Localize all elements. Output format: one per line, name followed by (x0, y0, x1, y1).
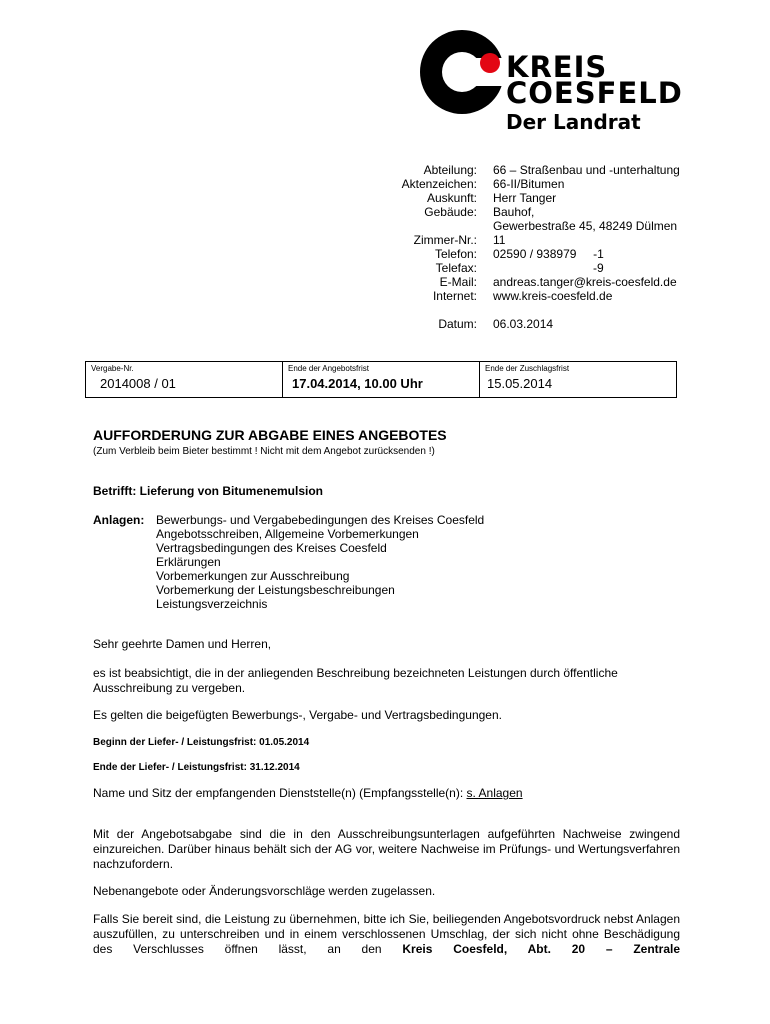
paragraph-nachweise: Mit der Angebotsabgabe sind die in den Ausschreibungsunterlagen aufgeführten Nachweise zwingend einzureichen. Darüber hinaus behält sich der AG vor, weitere Nachweise im Prüfungs- und Wertungsverfahren nachzufordern. (93, 827, 680, 871)
document-title: AUFFORDERUNG ZUR ABGABE EINES ANGEBOTES (93, 427, 447, 443)
date-row (300, 317, 740, 331)
angebotsfrist-label: Ende der Angebotsfrist (288, 364, 369, 373)
contact-label: Telefon: (434, 247, 477, 261)
contact-value: Herr Tanger (493, 191, 557, 205)
contact-label: Auskunft: (426, 191, 477, 205)
contact-row (300, 191, 740, 205)
logo-subtitle: Der Landrat (506, 110, 641, 134)
contact-value: -9 (493, 261, 604, 275)
vergabe-cell (86, 362, 283, 397)
leistungsfrist-beginn: Beginn der Liefer- / Leistungsfrist: 01.05.2014 (93, 737, 310, 748)
vergabe-label: Vergabe-Nr. (91, 364, 134, 373)
anlagen-block (93, 513, 484, 611)
vergabe-value: 2014008 / 01 (100, 376, 176, 391)
empfangsstelle-line (93, 786, 680, 801)
contact-value: 66-II/Bitumen (493, 177, 565, 191)
contact-value: 66 – Straßenbau und -unterhaltung (493, 163, 680, 177)
contact-label: Aktenzeichen: (401, 177, 477, 191)
list-item: Vertragsbedingungen des Kreises Coesfeld (156, 541, 387, 555)
logo-red-dot (480, 53, 500, 73)
leistungsfrist-ende: Ende der Liefer- / Leistungsfrist: 31.12.2014 (93, 762, 300, 773)
kreis-coesfeld-logo (420, 28, 690, 138)
contact-row (300, 275, 740, 289)
submission-text: Falls Sie bereit sind, die Leistung zu übernehmen, bitte ich Sie, beiliegenden Angebotsvordruck nebst Anlagen auszufüllen, zu unterschreiben und in einem verschlossenen Umschlag, der sich nicht ohne Beschädigung des Verschlusses öffnen lässt, an den (93, 912, 680, 956)
contact-label: Telefax: (435, 261, 477, 275)
list-item: Vorbemerkungen zur Ausschreibung (156, 569, 350, 583)
contact-label (300, 219, 493, 233)
paragraph-submission (93, 912, 680, 957)
contact-label: Gebäude: (424, 205, 477, 219)
date-value: 06.03.2014 (493, 317, 554, 331)
angebotsfrist-value: 17.04.2014, 10.00 Uhr (292, 376, 423, 391)
list-item: Bewerbungs- und Vergabebedingungen des Kreises Coesfeld (156, 513, 485, 527)
contact-label: Internet: (432, 289, 477, 303)
contact-row (300, 177, 740, 191)
contact-label: Datum: (438, 317, 477, 331)
contact-row (300, 163, 740, 177)
angebotsfrist-cell (283, 362, 480, 397)
contact-label: E-Mail: (439, 275, 477, 289)
anlagen-link[interactable]: s. Anlagen (466, 786, 523, 800)
reference-table (85, 361, 677, 398)
contact-row (300, 219, 740, 233)
contact-row (300, 205, 740, 219)
paragraph-nebenangebote: Nebenangebote oder Änderungsvorschläge werden zugelassen. (93, 884, 436, 898)
zuschlagsfrist-value: 15.05.2014 (487, 376, 553, 391)
list-item: Leistungsverzeichnis (156, 597, 268, 611)
empfangsstelle-text: Name und Sitz der empfangenden Dienststelle(n) (Empfangsstelle(n): (93, 786, 464, 800)
betrifft-line: Betrifft: Lieferung von Bitumenemulsion (93, 484, 324, 498)
paragraph-conditions: Es gelten die beigefügten Bewerbungs-, Vergabe- und Vertragsbedingungen. (93, 708, 502, 722)
website-value[interactable]: www.kreis-coesfeld.de (493, 289, 613, 303)
contact-value: 11 (493, 233, 506, 247)
contact-row (300, 289, 740, 303)
contact-value: Bauhof, (493, 205, 535, 219)
list-item: Erklärungen (156, 555, 221, 569)
submission-address: Kreis Coesfeld, Abt. 20 – Zentrale (402, 942, 680, 956)
logo-line2: COESFELD (506, 76, 683, 110)
email-value[interactable]: andreas.tanger@kreis-coesfeld.de (493, 275, 677, 289)
contact-value: Gewerbestraße 45, 48249 Dülmen (493, 219, 678, 233)
zuschlagsfrist-label: Ende der Zuschlagsfrist (485, 364, 570, 373)
contact-row (300, 233, 740, 247)
contact-label: Abteilung: (423, 163, 477, 177)
anlagen-list (156, 513, 484, 611)
contact-row (300, 261, 740, 275)
contact-block (300, 163, 740, 331)
contact-value: 02590 / 938979 -1 (493, 247, 604, 261)
contact-row (300, 247, 740, 261)
salutation: Sehr geehrte Damen und Herren, (93, 637, 272, 651)
document-subtitle: (Zum Verbleib beim Bieter bestimmt ! Nicht mit dem Angebot zurücksenden !) (93, 446, 435, 457)
zuschlagsfrist-cell (480, 362, 676, 397)
contact-label: Zimmer-Nr.: (413, 233, 477, 247)
paragraph-intent: es ist beabsichtigt, die in der anliegenden Beschreibung bezeichneten Leistungen durch öffentliche Ausschreibung zu vergeben. (93, 666, 618, 695)
list-item: Angebotsschreiben, Allgemeine Vorbemerkungen (156, 527, 419, 541)
logo-line1: KREIS (506, 50, 608, 84)
anlagen-label: Anlagen: (93, 513, 145, 527)
list-item: Vorbemerkung der Leistungsbeschreibungen (156, 583, 395, 597)
